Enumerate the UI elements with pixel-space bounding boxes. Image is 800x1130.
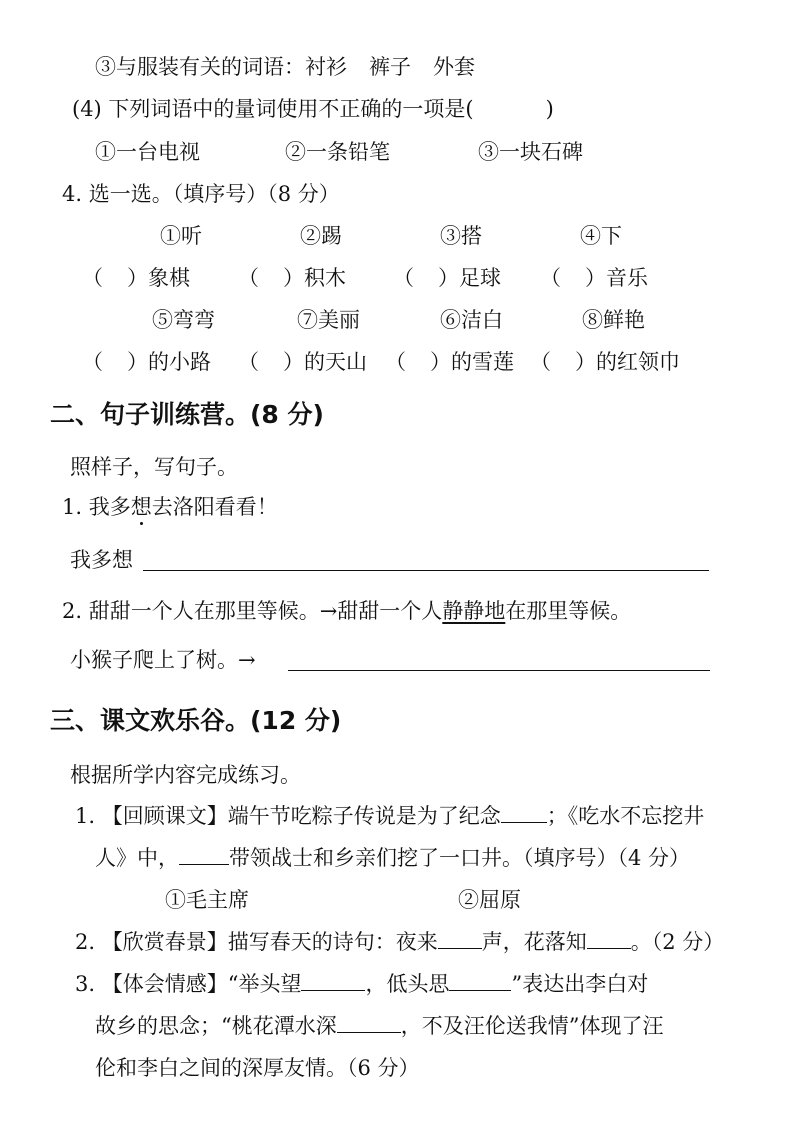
section-2-intro: 照样子，写句子。 bbox=[70, 455, 238, 479]
word-1: 衬衫 bbox=[305, 55, 347, 79]
sentence-2-answer-prefix: 小猴子爬上了树。→ bbox=[70, 648, 256, 672]
sentence-2-example: 2. 甜甜一个人在那里等候。→甜甜一个人静静地在那里等候。 bbox=[62, 599, 632, 623]
word-3: 外套 bbox=[433, 55, 475, 79]
adj-option: ⑧鲜艳 bbox=[582, 308, 645, 332]
phrase-blank-item[interactable]: （ ）的红领巾 bbox=[530, 350, 680, 374]
measure-option: ③一块石碑 bbox=[478, 140, 583, 164]
adj-option: ⑥洁白 bbox=[440, 308, 503, 332]
answer-blank[interactable] bbox=[587, 928, 631, 949]
answer-blank[interactable] bbox=[301, 970, 365, 991]
verb-option: ②踢 bbox=[300, 224, 342, 248]
underlined-word: 静静地 bbox=[442, 599, 506, 623]
measure-word-stem: (4) 下列词语中的量词使用不正确的一项是( bbox=[72, 97, 474, 121]
verb-option: ④下 bbox=[580, 224, 622, 248]
emotion-question-line1: 3. 【体会情感】“举头望 ，低头思 ”表达出李白对 bbox=[75, 972, 649, 996]
adj-option: ⑤弯弯 bbox=[152, 308, 215, 332]
q4-title: 4. 选一选。（填序号）（8 分） bbox=[62, 182, 340, 206]
adj-option: ⑦美丽 bbox=[297, 308, 360, 332]
answer-blank[interactable] bbox=[501, 802, 547, 823]
section-3-intro: 根据所学内容完成练习。 bbox=[70, 763, 301, 787]
sentence-1-example: 1. 我多想去洛阳看看！ bbox=[62, 495, 278, 519]
verb-option: ③搭 bbox=[440, 224, 482, 248]
noun-blank-item[interactable]: （ ）象棋 bbox=[82, 266, 190, 290]
sentence-2-answer-line[interactable] bbox=[288, 670, 710, 671]
verb-option: ①听 bbox=[160, 224, 202, 248]
answer-blank[interactable] bbox=[179, 844, 229, 865]
sentence-1-answer-prefix: 我多想 bbox=[70, 548, 133, 572]
phrase-blank-item[interactable]: （ ）的小路 bbox=[82, 350, 211, 374]
noun-blank-item[interactable]: （ ）积木 bbox=[238, 266, 346, 290]
answer-blank[interactable] bbox=[449, 970, 511, 991]
answer-blank[interactable] bbox=[438, 928, 482, 949]
review-question-line2: 人》中， 带领战士和乡亲们挖了一口井。（填序号）（4 分） bbox=[95, 846, 691, 870]
clothing-words-line bbox=[95, 52, 475, 82]
answer-blank[interactable] bbox=[337, 1012, 401, 1033]
word-2: 裤子 bbox=[369, 55, 411, 79]
noun-blank-item[interactable]: （ ）足球 bbox=[393, 266, 501, 290]
review-option: ①毛主席 bbox=[165, 888, 249, 912]
review-option: ②屈原 bbox=[458, 888, 521, 912]
emotion-question-line3: 伦和李白之间的深厚友情。（6 分） bbox=[95, 1056, 420, 1080]
clothing-label: ③与服装有关的词语： bbox=[95, 55, 305, 79]
phrase-blank-item[interactable]: （ ）的雪莲 bbox=[385, 350, 514, 374]
spring-poem-question: 2. 【欣赏春景】描写春天的诗句：夜来 声，花落知 。（2 分） bbox=[75, 930, 725, 954]
noun-blank-item[interactable]: （ ）音乐 bbox=[540, 266, 648, 290]
phrase-blank-item[interactable]: （ ）的天山 bbox=[238, 350, 367, 374]
sentence-1-answer-line[interactable] bbox=[143, 570, 709, 571]
measure-option: ②一条铅笔 bbox=[285, 140, 390, 164]
measure-word-question: (4) 下列词语中的量词使用不正确的一项是( ) bbox=[72, 97, 554, 121]
review-question-line1: 1. 【回顾课文】端午节吃粽子传说是为了纪念 ；《吃水不忘挖井 bbox=[75, 804, 705, 828]
measure-option: ①一台电视 bbox=[95, 140, 200, 164]
section-2-title: 二、句子训练营。(8 分) bbox=[50, 400, 324, 429]
section-3-title: 三、课文欢乐谷。(12 分) bbox=[50, 706, 342, 735]
emotion-question-line2: 故乡的思念；“桃花潭水深 ，不及汪伦送我情”体现了汪 bbox=[95, 1014, 664, 1038]
